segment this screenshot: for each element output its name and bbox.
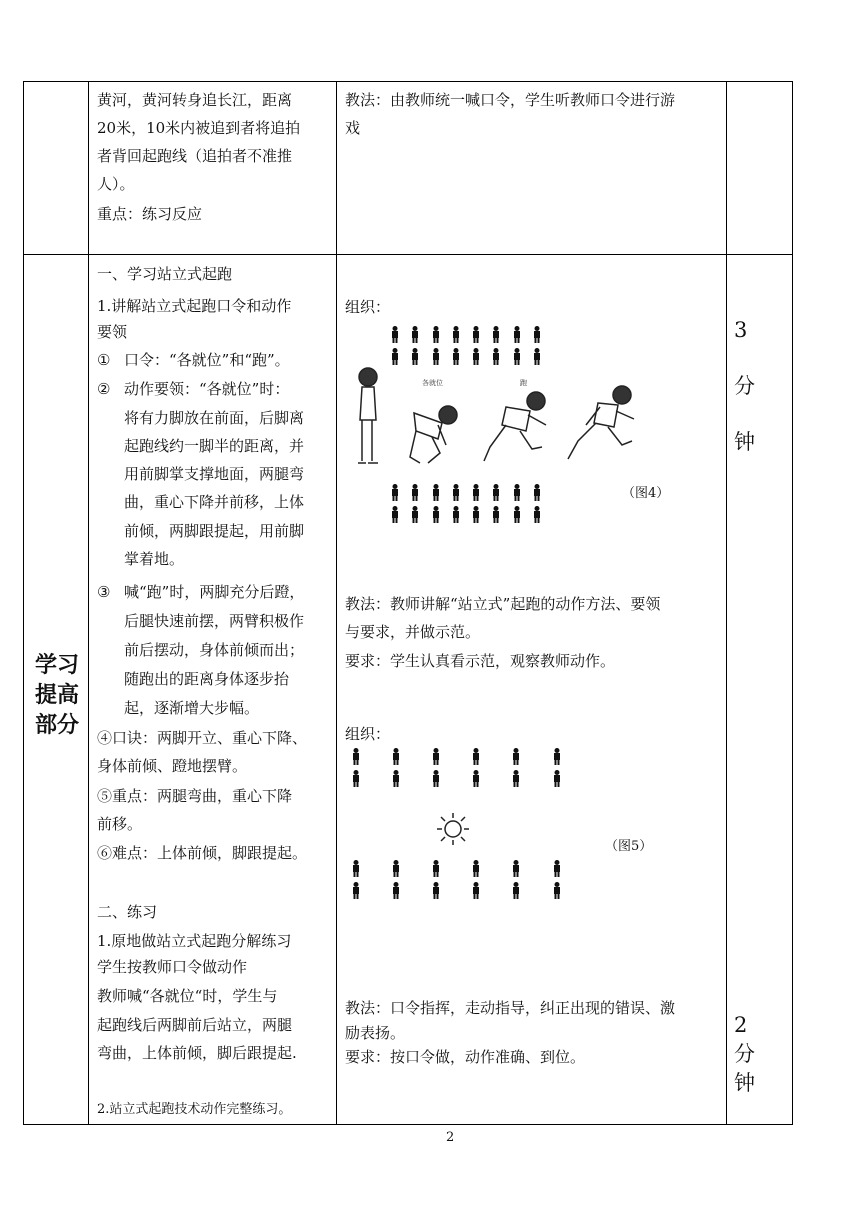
student-figure xyxy=(534,484,540,501)
student-figure xyxy=(453,326,459,343)
student-figure xyxy=(353,882,359,899)
student-figure xyxy=(554,748,560,765)
student-figure xyxy=(433,484,439,501)
student-figure xyxy=(392,506,398,523)
student-figure xyxy=(473,770,479,787)
page-number: 2 xyxy=(446,1130,455,1145)
student-figure xyxy=(513,860,519,877)
student-figure xyxy=(392,484,398,501)
student-figure xyxy=(392,326,398,343)
student-figure xyxy=(514,326,520,343)
student-figure xyxy=(473,506,479,523)
student-figure xyxy=(473,326,479,343)
student-figure xyxy=(554,770,560,787)
student-figure xyxy=(513,748,519,765)
student-figure xyxy=(554,860,560,877)
student-figure xyxy=(513,770,519,787)
teacher-sun-icon xyxy=(436,812,470,846)
student-figure xyxy=(412,348,418,365)
student-figure xyxy=(534,326,540,343)
student-figure xyxy=(453,348,459,365)
student-figure xyxy=(493,506,499,523)
student-figure xyxy=(473,484,479,501)
illus-label-ready: 各就位 xyxy=(422,379,443,387)
fig5-label: （图5） xyxy=(605,839,653,854)
illus-label-go: 跑 xyxy=(520,379,527,387)
student-figure xyxy=(412,484,418,501)
student-figure xyxy=(353,860,359,877)
student-figure xyxy=(473,348,479,365)
student-figure xyxy=(514,506,520,523)
student-figure xyxy=(493,348,499,365)
student-figure xyxy=(453,506,459,523)
student-figure xyxy=(393,770,399,787)
student-figure xyxy=(514,348,520,365)
student-figure xyxy=(534,348,540,365)
student-figure xyxy=(393,882,399,899)
student-figure xyxy=(353,770,359,787)
student-figure xyxy=(412,506,418,523)
student-figure xyxy=(513,882,519,899)
student-figure xyxy=(493,484,499,501)
student-figure xyxy=(433,770,439,787)
fig4-label: （图4） xyxy=(622,486,670,501)
student-figure xyxy=(393,860,399,877)
student-figure xyxy=(353,748,359,765)
standing-start-illustration xyxy=(350,365,650,475)
student-figure xyxy=(393,748,399,765)
student-figure xyxy=(433,348,439,365)
student-figure xyxy=(433,506,439,523)
student-figure xyxy=(433,748,439,765)
student-figure xyxy=(534,506,540,523)
student-figure xyxy=(433,860,439,877)
student-figure xyxy=(433,326,439,343)
student-figure xyxy=(473,860,479,877)
student-figure xyxy=(554,882,560,899)
student-figure xyxy=(514,484,520,501)
student-figure xyxy=(473,882,479,899)
student-figure xyxy=(392,348,398,365)
student-figure xyxy=(493,326,499,343)
student-figure xyxy=(412,326,418,343)
student-figure xyxy=(453,484,459,501)
student-figure xyxy=(473,748,479,765)
student-figure xyxy=(433,882,439,899)
